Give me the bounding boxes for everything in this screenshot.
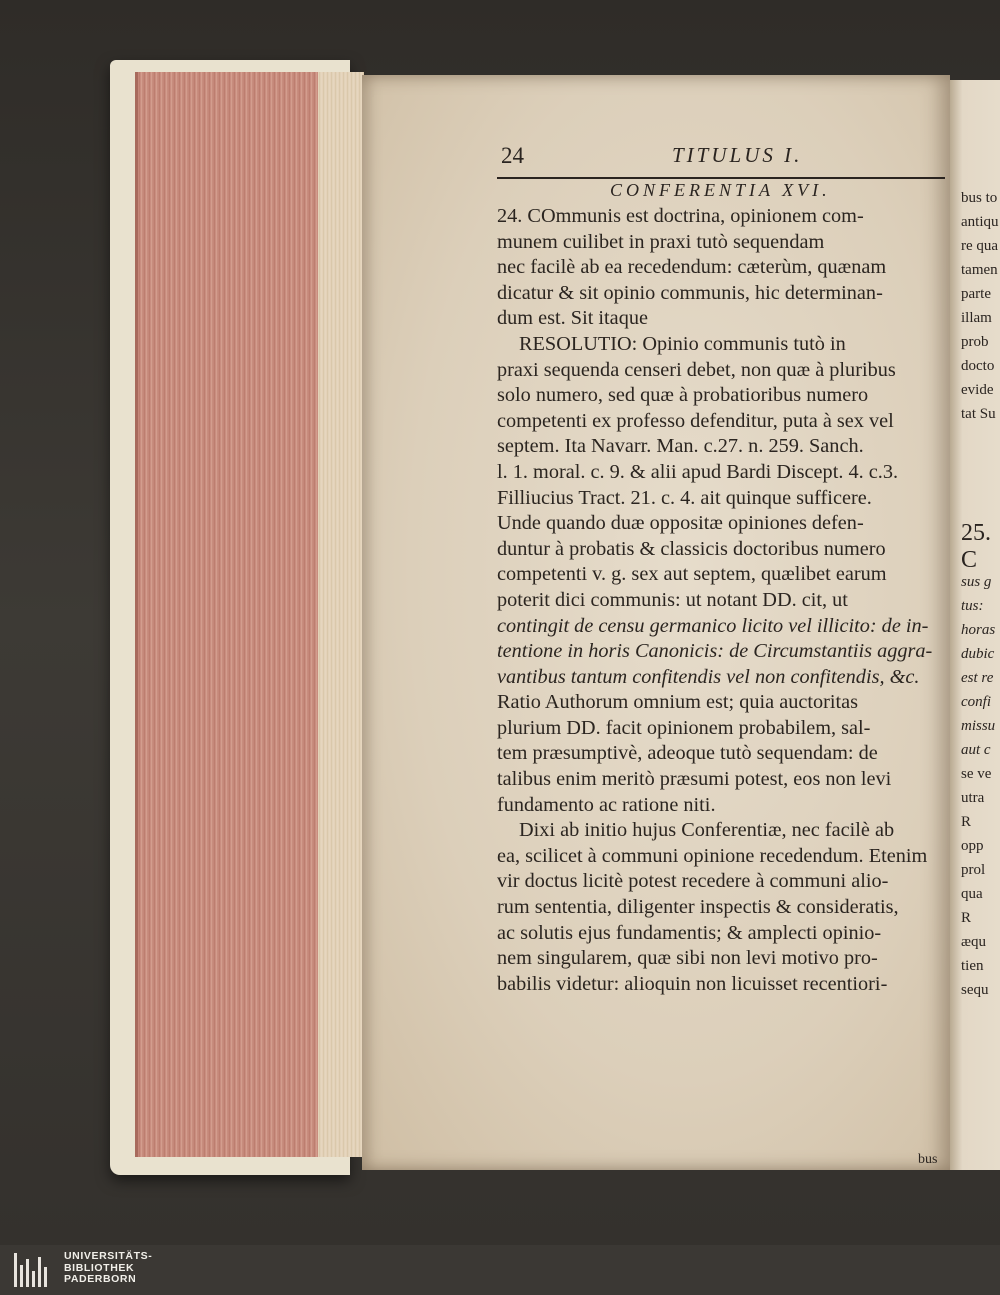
- facing-text-line: parte: [961, 286, 991, 302]
- facing-text-line: tamen: [961, 262, 998, 278]
- page-edges-red: [135, 72, 348, 1157]
- facing-text-line: aut c: [961, 742, 991, 758]
- facing-text-line: opp: [961, 838, 984, 854]
- facing-page-text-bottom: [961, 570, 1000, 1002]
- facing-page-marker: 25. C: [961, 520, 991, 573]
- facing-text-line: antiqu: [961, 214, 999, 230]
- text-line: poterit dici communis: ut notant DD. cit, ut: [497, 588, 848, 611]
- running-header: [497, 143, 945, 179]
- facing-text-line: missu: [961, 718, 996, 734]
- text-line: Filliucius Tract. 21. c. 4. ait quinque sufficere.: [497, 486, 872, 509]
- text-line: vir doctus licitè potest recedere à communi alio-: [497, 870, 889, 893]
- running-head: TITULUS I.: [672, 143, 803, 167]
- facing-text-line: R: [961, 910, 972, 926]
- library-name: [64, 1251, 152, 1286]
- text-line: Dixi ab initio hujus Conferentiæ, nec facilè ab: [519, 819, 895, 842]
- text-line: contingit de censu germanico licito vel illicito: de in-: [497, 614, 929, 637]
- text-line: vantibus tantum confitendis vel non confitendis, &c.: [497, 665, 920, 688]
- facing-text-line: confi: [961, 694, 991, 710]
- facing-text-line: prol: [961, 862, 986, 878]
- text-line: munem cuilibet in praxi tutò sequendam: [497, 230, 825, 253]
- facing-text-line: tus:: [961, 598, 984, 614]
- text-line: fundamento ac ratione niti.: [497, 793, 716, 816]
- text-line: competenti ex professo defenditur, puta à sex vel: [497, 409, 894, 432]
- text-line: 24. COmmunis est doctrina, opinionem com-: [497, 205, 864, 227]
- text-line: rum sententia, diligenter inspectis & consideratis,: [497, 896, 899, 919]
- catchword: bus: [918, 1152, 938, 1167]
- library-name-line: PADERBORN: [64, 1273, 137, 1285]
- text-line: tentione in horis Canonicis: de Circumstantiis aggra-: [497, 640, 933, 663]
- text-line: ea, scilicet à communi opinione recedendum. Etenim: [497, 844, 928, 867]
- text-line: talibus enim meritò præsumi potest, eos non levi: [497, 768, 892, 791]
- facing-page-text-top: [961, 186, 1000, 426]
- facing-text-line: tat Su: [961, 406, 996, 422]
- library-footer: [0, 1245, 1000, 1295]
- page-edges: [318, 72, 364, 1157]
- library-name-line: UNIVERSITÄTS-: [64, 1250, 153, 1262]
- facing-text-line: docto: [961, 358, 995, 374]
- facing-text-line: prob: [961, 334, 989, 350]
- facing-text-line: æqu: [961, 934, 987, 950]
- text-line: competenti v. g. sex aut septem, quælibet earum: [497, 563, 887, 586]
- section-heading: CONFERENTIA XVI.: [610, 180, 831, 200]
- facing-text-line: bus to: [961, 190, 998, 206]
- text-line: nec facilè ab ea recedendum: cæterùm, quænam: [497, 256, 887, 279]
- text-line: nem singularem, quæ sibi non levi motivo pro-: [497, 947, 878, 970]
- page-number: 24: [501, 143, 524, 168]
- library-logo-icon: [14, 1253, 54, 1287]
- text-line: duntur à probatis & classicis doctoribus numero: [497, 537, 886, 560]
- text-line: dum est. Sit itaque: [497, 307, 648, 330]
- facing-text-line: dubic: [961, 646, 995, 662]
- facing-text-line: tien: [961, 958, 984, 974]
- text-line: solo numero, sed quæ à probatioribus numero: [497, 384, 869, 407]
- library-name-line: BIBLIOTHEK: [64, 1261, 135, 1274]
- text-line: dicatur & sit opinio communis, hic determinan-: [497, 281, 883, 304]
- facing-text-line: re qua: [961, 238, 999, 254]
- facing-text-line: se ve: [961, 766, 992, 782]
- facing-text-line: illam: [961, 310, 992, 326]
- facing-text-line: qua: [961, 886, 983, 902]
- text-line: plurium DD. facit opinionem probabilem, sal-: [497, 716, 871, 739]
- text-line: Ratio Authorum omnium est; quia auctoritas: [497, 691, 859, 714]
- header-rule: [497, 177, 945, 179]
- text-line: RESOLUTIO: Opinio communis tutò in: [519, 332, 846, 355]
- text-line: l. 1. moral. c. 9. & alii apud Bardi Discept. 4. c.3.: [497, 460, 899, 483]
- facing-text-line: evide: [961, 382, 994, 398]
- text-line: Unde quando duæ oppositæ opiniones defen-: [497, 512, 864, 535]
- facing-text-line: utra: [961, 790, 985, 806]
- page-body-text: [497, 204, 945, 997]
- facing-text-line: R: [961, 814, 972, 830]
- facing-text-line: sequ: [961, 982, 989, 998]
- text-line: babilis videtur: alioquin non licuisset recentiori-: [497, 972, 888, 995]
- text-line: praxi sequenda censeri debet, non quæ à pluribus: [497, 358, 896, 381]
- facing-text-line: horas: [961, 622, 996, 638]
- text-line: tem præsumptivè, adeoque tutò sequendam: de: [497, 742, 878, 765]
- facing-text-line: est re: [961, 670, 994, 686]
- text-line: ac solutis ejus fundamentis; & amplecti opinio-: [497, 921, 882, 944]
- text-line: septem. Ita Navarr. Man. c.27. n. 259. Sanch.: [497, 435, 864, 458]
- facing-text-line: sus g: [961, 574, 992, 590]
